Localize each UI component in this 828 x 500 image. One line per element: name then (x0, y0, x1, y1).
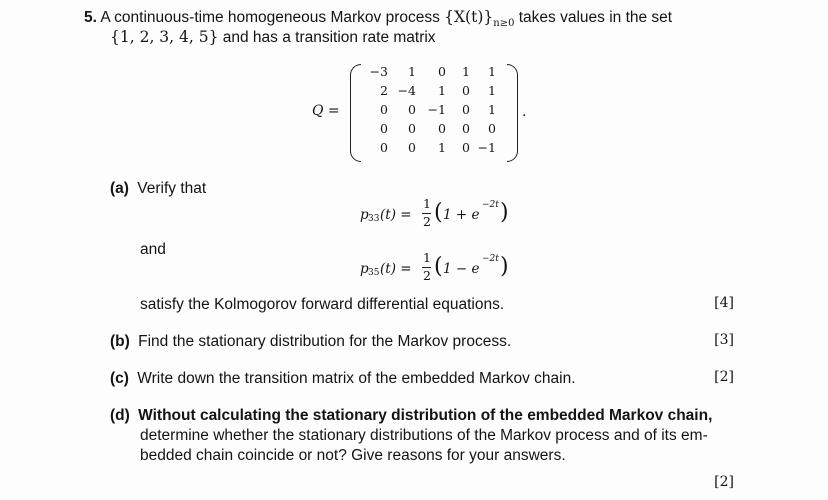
part-b-text: Find the stationary distribution for the Markov process. (138, 333, 512, 350)
matrix-cell: 1 (488, 102, 496, 117)
part-b-label: (b) (110, 333, 130, 350)
equation-p33 (360, 196, 520, 236)
part-a-conclusion: satisfy the Kolmogorov forward differential equations. (140, 296, 505, 313)
eq1-frac-den: 2 (423, 214, 431, 229)
eq2-lhs: p (360, 261, 369, 277)
matrix-cell: 0 (462, 121, 470, 136)
part-c-text: Write down the transition matrix of the embedded Markov chain. (137, 370, 576, 387)
eq1-mid: (t) = (380, 207, 412, 223)
matrix-row (360, 121, 508, 140)
matrix-cell: 0 (408, 121, 416, 136)
matrix-cell: 0 (408, 102, 416, 117)
matrix-cell: 1 (408, 64, 416, 79)
matrix-cell: 0 (438, 64, 446, 79)
matrix-cell: 0 (488, 121, 496, 136)
matrix-row (360, 83, 508, 102)
eq2-sub: 35 (368, 268, 380, 278)
and-text: and (140, 241, 166, 258)
part-c-marks: [2] (714, 369, 734, 385)
part-d-marks: [2] (714, 474, 734, 490)
process-notation: {X(t)} (444, 8, 494, 26)
matrix-cell: 2 (380, 83, 388, 98)
eq2-open-paren: ( (434, 254, 443, 279)
eq1-exponent: −2t (482, 200, 499, 210)
equation-p35 (360, 250, 520, 290)
part-d-text-3: bedded chain coincide or not? Give reasons for your answers. (140, 447, 566, 464)
part-d-text-1: Without calculating the stationary distribution of the embedded Markov chain, (138, 407, 713, 424)
matrix-row (360, 64, 508, 83)
matrix-cell: −4 (397, 83, 416, 98)
part-a-label: (a) (110, 180, 129, 197)
matrix-right-paren (507, 64, 518, 162)
part-b-marks: [3] (714, 332, 734, 348)
matrix-cell: 0 (408, 140, 416, 155)
eq1-lhs: p (360, 207, 369, 223)
eq1-close-paren: ) (500, 200, 509, 225)
matrix-cell: −1 (477, 140, 496, 155)
question-intro-line-2 (110, 28, 436, 47)
matrix-cell: 1 (438, 83, 446, 98)
eq1-sub: 33 (368, 214, 380, 224)
eq2-close-paren: ) (500, 254, 509, 279)
matrix-cell: 0 (380, 102, 388, 117)
eq2-exponent: −2t (482, 254, 499, 264)
part-a-marks: [4] (714, 295, 734, 311)
matrix-cell: 0 (462, 140, 470, 155)
eq1-body: 1 + e (443, 207, 480, 223)
part-d-label: (d) (110, 407, 130, 424)
matrix-row (360, 102, 508, 121)
matrix-cell: −1 (427, 102, 446, 117)
eq2-frac-den: 2 (423, 268, 431, 283)
intro-text-a: A continuous-time homogeneous Markov process (100, 9, 445, 26)
part-c-line (110, 369, 576, 388)
matrix-row (360, 140, 508, 159)
part-a-line (110, 179, 206, 198)
matrix-cell: 0 (462, 83, 470, 98)
matrix-cell: 0 (462, 102, 470, 117)
matrix-cell: 1 (462, 64, 470, 79)
part-a-text: Verify that (137, 180, 207, 197)
eq2-mid: (t) = (380, 261, 412, 277)
eq2-frac-num: 1 (423, 250, 431, 265)
intro-text-c: and has a transition rate matrix (218, 29, 436, 46)
matrix-cell: 1 (488, 64, 496, 79)
part-b-line (110, 332, 511, 351)
matrix-cell: 1 (438, 140, 446, 155)
matrix-cell: 0 (380, 121, 388, 136)
matrix-cell: 0 (380, 140, 388, 155)
part-c-label: (c) (110, 370, 129, 387)
matrix-cell: 0 (438, 121, 446, 136)
matrix-label: Q = (312, 103, 340, 119)
transition-rate-matrix (350, 64, 518, 160)
intro-text-b: takes values in the set (514, 9, 673, 26)
eq1-open-paren: ( (434, 200, 443, 225)
process-subscript: n≥0 (493, 18, 515, 30)
matrix-cell: 1 (488, 83, 496, 98)
matrix-period: . (522, 104, 527, 120)
part-d-text-2: determine whether the stationary distributions of the Markov process and of its em- (140, 427, 708, 444)
eq2-body: 1 − e (443, 261, 480, 277)
question-number: 5. (84, 9, 97, 26)
eq1-frac-num: 1 (423, 196, 431, 211)
part-d-line-1 (110, 406, 712, 425)
matrix-cell: −3 (369, 64, 388, 79)
state-set: {1, 2, 3, 4, 5} (110, 28, 219, 46)
